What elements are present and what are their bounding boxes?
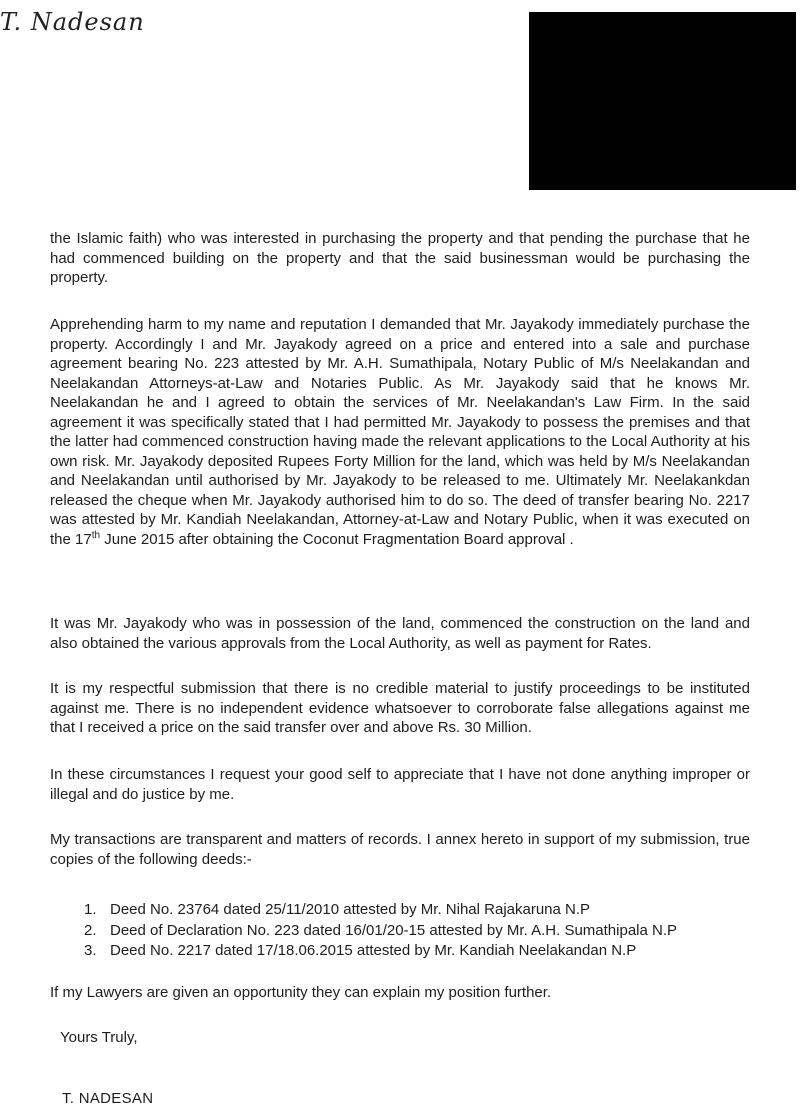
- paragraph-agreement: [50, 315, 750, 549]
- paragraph-request: In these circumstances I request your good self to appreciate that I have not done anything improper or illegal and do justice by me.: [50, 766, 750, 803]
- list-item: [84, 921, 744, 942]
- list-item: [84, 941, 744, 962]
- paragraph-lawyers: If my Lawyers are given an opportunity they can explain my position further.: [50, 984, 552, 1001]
- closing-salutation: Yours Truly,: [60, 1029, 138, 1046]
- list-item-number: 1.: [84, 901, 97, 918]
- handwritten-signature-header: T. Nadesan: [0, 8, 145, 36]
- paragraph-agreement-tail: June 2015 after obtaining the Coconut Fragmentation Board approval .: [100, 530, 574, 548]
- list-item-text: Deed No. 2217 dated 17/18.06.2015 attested by Mr. Kandiah Neelakandan N.P: [110, 942, 637, 959]
- paragraph-continuation: the Islamic faith) who was interested in purchasing the property and that pending the purchase that he had commenced building on the property and that the said businessman would be purchasing the property.: [50, 230, 750, 286]
- list-item-number: 2.: [84, 921, 97, 939]
- signatory-name: T. NADESAN: [62, 1090, 154, 1107]
- list-item-text: Deed of Declaration No. 223 dated 16/01/20-15 attested by Mr. A.H. Sumathipala N.P: [110, 921, 678, 939]
- paragraph-transactions: My transactions are transparent and matters of records. I annex hereto in support of my submission, true copies of the following deeds:-: [50, 831, 750, 868]
- list-item-number: 3.: [84, 942, 97, 959]
- ordinal-suffix: th: [91, 529, 101, 541]
- deeds-list: [84, 900, 744, 962]
- paragraph-possession: It was Mr. Jayakody who was in possession of the land, commenced the construction on the land and also obtained the various approvals from the Local Authority, as well as payment for Rates.: [50, 615, 750, 652]
- paragraph-submission: It is my respectful submission that there is no credible material to justify proceedings to be instituted against me. There is no independent evidence whatsoever to corroborate false allegations against me that I received a price on the said transfer over and above Rs. 30 Million.: [50, 680, 750, 736]
- list-item: [84, 900, 744, 921]
- paragraph-agreement-text: Apprehending harm to my name and reputation I demanded that Mr. Jayakody immediately purchase the property. Accordingly I and Mr. Jayakody agreed on a price and entered into a sale and purchase agreement bearing No. 223 attested by Mr. A.H. Sumathipala, Notary Public of M/s Neelakandan and Neelakandan Attorneys-at-Law and Notaries Public. As Mr. Jayakody said that he knows Mr. Neelakandan he and I agreed to obtain the services of Mr. Neelakandan's Law Firm. In the said agreement it was specifically stated that I had permitted Mr. Jayakody to possess the premises and that the latter had commenced construction having made the relevant applications to the Local Authority at his own risk. Mr. Jayakody deposited Rupees Forty Million for the land, which was held by M/s Neelakandan and Neelakandan until authorised by Mr. Jayakody to be released to me. Ultimately Mr. Neelakankdan released the cheque when Mr. Jayakody authorised him to do so. The deed of transfer bearing No. 2217 was attested by Mr. Kandiah Neelakandan, Attorney-at-Law and Notary Public, when it was executed on the 17: [50, 316, 750, 548]
- list-item-text: Deed No. 23764 dated 25/11/2010 attested by Mr. Nihal Rajakaruna N.P: [110, 901, 591, 918]
- redaction-box: [529, 12, 796, 190]
